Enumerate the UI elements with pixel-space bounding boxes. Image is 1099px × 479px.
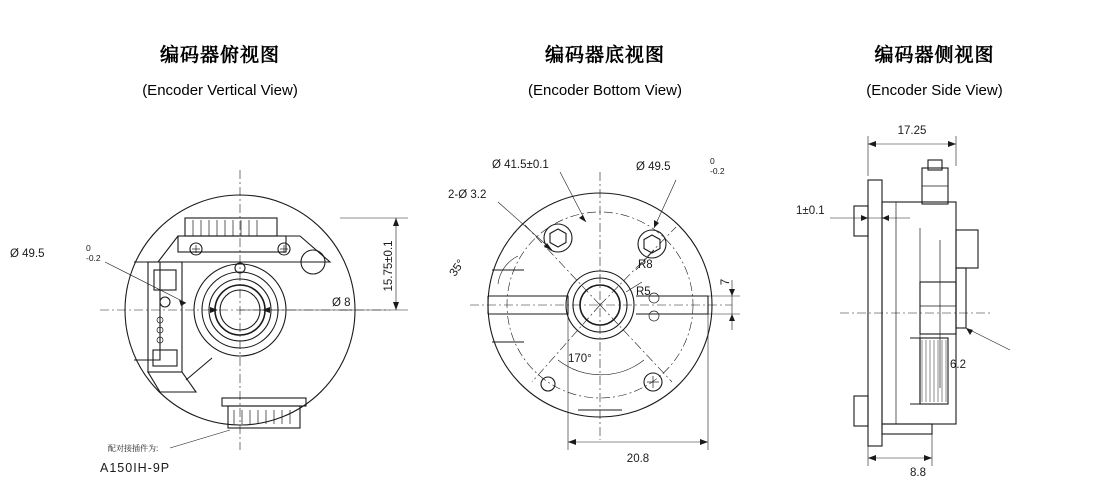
dim-outer-diameter-vertical-tol-lower: -0.2 (86, 253, 101, 263)
dim-flange-thickness-side: 1±0.1 (796, 205, 825, 217)
dim-outer-diameter-vertical: Ø 49.5 (10, 248, 45, 260)
dim-step-8-8-side: 8.8 (910, 467, 926, 479)
dim-angle-35-bottom: 35° (447, 257, 468, 279)
panel-encoder-bottom-view (440, 0, 770, 479)
dim-hole-count-bottom: 2-Ø 3.2 (448, 189, 487, 201)
dim-radius-r5-bottom: R5 (636, 286, 651, 298)
panel-title-en-side: (Encoder Side View) (866, 82, 1003, 99)
dim-bore-vertical: Ø 8 (332, 297, 351, 309)
drawing-encoder-bottom-view (440, 110, 770, 479)
panel-title-cn-vertical: 编码器俯视图 (159, 45, 280, 66)
note-mating-connector: 配对接插件为: (108, 444, 159, 453)
panel-encoder-side-view (770, 0, 1099, 479)
dim-slot-length-bottom: 20.8 (626, 453, 650, 465)
dim-outer-diameter-bottom: Ø 49.5 (636, 161, 671, 173)
panel-title-en-vertical: (Encoder Vertical View) (142, 82, 298, 99)
dim-height-vertical: 15.75±0.1 (383, 240, 395, 292)
panel-title-cn-bottom: 编码器底视图 (544, 45, 665, 66)
dim-outer-diameter-bottom-tol-lower: -0.2 (710, 166, 725, 176)
drawing-encoder-vertical-view (0, 110, 440, 479)
dim-bolt-circle-bottom: Ø 41.5±0.1 (492, 159, 549, 171)
dim-slot-width-bottom: 7 (720, 278, 732, 286)
dim-angle-170-bottom: 170° (568, 353, 592, 365)
panel-title-cn-side: 编码器侧视图 (874, 45, 995, 66)
dim-total-length-side: 17.25 (897, 125, 927, 137)
dim-outer-diameter-bottom-tol-upper: 0 (710, 156, 715, 166)
drawing-encoder-side-view (770, 110, 1099, 479)
dim-step-6-2-side: 6.2 (950, 359, 966, 371)
panel-encoder-vertical-view (0, 0, 440, 479)
dim-outer-diameter-vertical-tol-upper: 0 (86, 243, 91, 253)
dim-radius-r8-bottom: R8 (638, 259, 653, 271)
panel-title-en-bottom: (Encoder Bottom View) (528, 82, 682, 99)
note-mating-connector-part: A150IH-9P (100, 461, 171, 475)
